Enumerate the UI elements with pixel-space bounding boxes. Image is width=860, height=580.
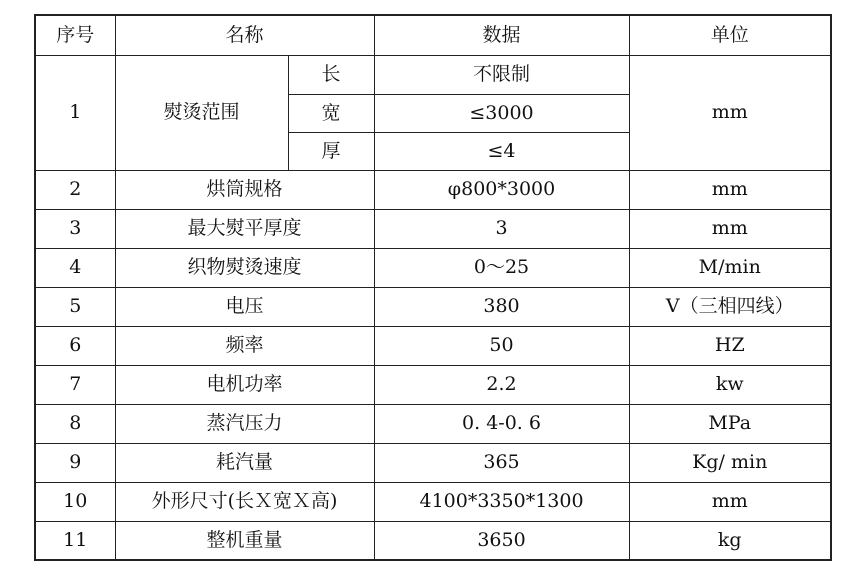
row-unit: kw (629, 365, 831, 404)
row-value: 4100*3350*1300 (374, 482, 629, 521)
sub-value: 不限制 (374, 55, 629, 94)
sub-label: 厚 (288, 132, 374, 170)
table-row (35, 482, 831, 521)
row-unit: mm (629, 482, 831, 521)
row-unit: kg (629, 521, 831, 560)
row-index: 9 (35, 443, 115, 482)
sub-label: 宽 (288, 94, 374, 132)
header-data: 数据 (374, 15, 629, 55)
row-index: 2 (35, 170, 115, 209)
row-unit: Kg/ min (629, 443, 831, 482)
row-unit: mm (629, 209, 831, 248)
header-name: 名称 (115, 15, 374, 55)
header-row (35, 15, 831, 55)
row-name: 频率 (115, 326, 374, 365)
row-index: 3 (35, 209, 115, 248)
row-unit: HZ (629, 326, 831, 365)
row-unit: M/min (629, 248, 831, 287)
table-row (35, 521, 831, 560)
header-unit: 单位 (629, 15, 831, 55)
header-index: 序号 (35, 15, 115, 55)
row-value: 50 (374, 326, 629, 365)
row-index: 11 (35, 521, 115, 560)
row-index: 6 (35, 326, 115, 365)
row-index: 8 (35, 404, 115, 443)
table-row (35, 287, 831, 326)
row-name: 整机重量 (115, 521, 374, 560)
row-name: 织物熨烫速度 (115, 248, 374, 287)
table-row (35, 55, 831, 94)
table-row (35, 326, 831, 365)
row-index: 1 (35, 55, 115, 170)
row-name: 电机功率 (115, 365, 374, 404)
table-row (35, 443, 831, 482)
spec-table (34, 14, 832, 561)
sub-label: 长 (288, 55, 374, 94)
table-row (35, 248, 831, 287)
table-row (35, 365, 831, 404)
row-value: 0. 4-0. 6 (374, 404, 629, 443)
row-name: 外形尺寸(长Ｘ宽Ｘ高) (115, 482, 374, 521)
row-value: 365 (374, 443, 629, 482)
row-name: 熨烫范围 (115, 55, 288, 170)
row-name: 电压 (115, 287, 374, 326)
row-value: φ800*3000 (374, 170, 629, 209)
row-value: 0～25 (374, 248, 629, 287)
sub-value: ≤4 (374, 132, 629, 170)
row-unit: MPa (629, 404, 831, 443)
row-name: 烘筒规格 (115, 170, 374, 209)
row-unit: V（三相四线） (629, 287, 831, 326)
row-value: 3650 (374, 521, 629, 560)
row-value: 3 (374, 209, 629, 248)
table-row (35, 209, 831, 248)
row-value: 2.2 (374, 365, 629, 404)
row-index: 10 (35, 482, 115, 521)
row-value: 380 (374, 287, 629, 326)
table-row (35, 170, 831, 209)
row-index: 4 (35, 248, 115, 287)
row-index: 5 (35, 287, 115, 326)
row-unit: mm (629, 170, 831, 209)
row-index: 7 (35, 365, 115, 404)
row-name: 最大熨平厚度 (115, 209, 374, 248)
table-row (35, 404, 831, 443)
row-name: 蒸汽压力 (115, 404, 374, 443)
row-unit: mm (629, 55, 831, 170)
sub-value: ≤3000 (374, 94, 629, 132)
row-name: 耗汽量 (115, 443, 374, 482)
